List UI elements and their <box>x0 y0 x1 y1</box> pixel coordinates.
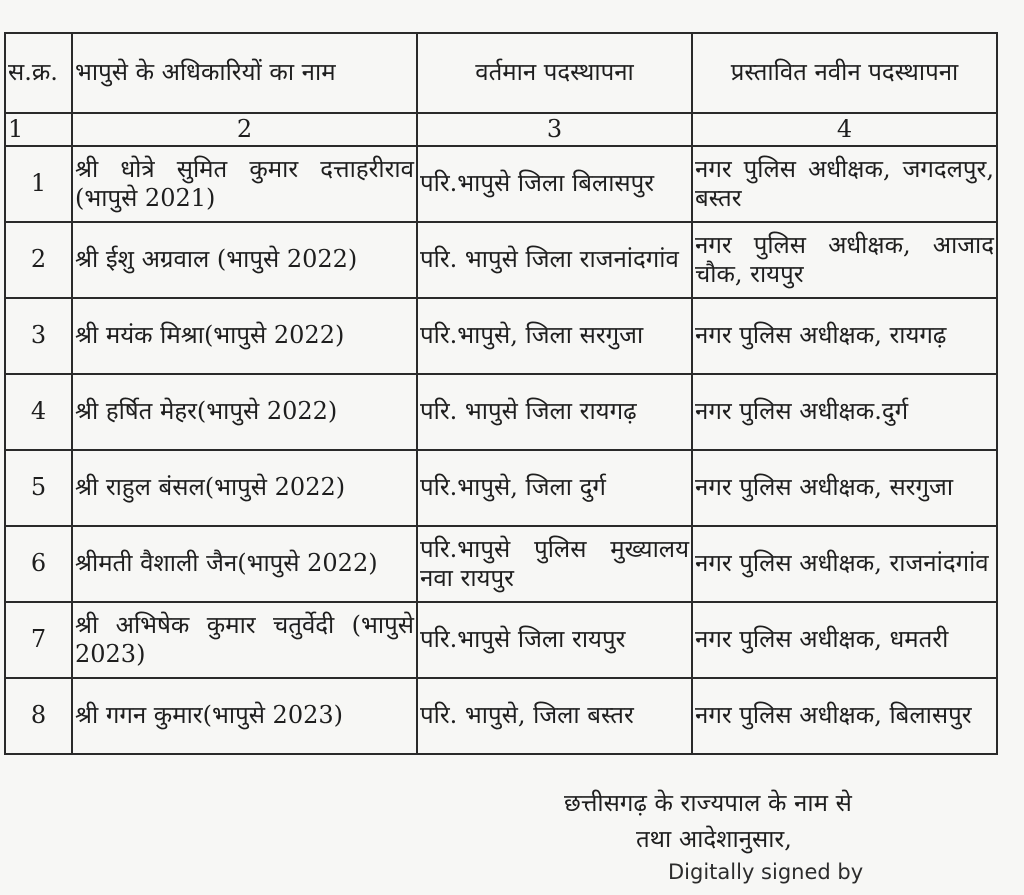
serial-number-cell: 8 <box>5 678 72 754</box>
serial-number-cell: 6 <box>5 526 72 602</box>
current-posting-cell: परि.भापुसे, जिला सरगुजा <box>417 298 692 374</box>
officer-name-cell: श्रीमती वैशाली जैन(भापुसे 2022) <box>72 526 417 602</box>
officer-name-cell: श्री अभिषेक कुमार चतुर्वेदी (भापुसे 2023) <box>72 602 417 678</box>
table-row <box>5 374 997 450</box>
serial-number-cell: 5 <box>5 450 72 526</box>
table-row <box>5 602 997 678</box>
officer-name-cell: श्री हर्षित मेहर(भापुसे 2022) <box>72 374 417 450</box>
table-header-row <box>5 33 997 113</box>
serial-number-cell: 3 <box>5 298 72 374</box>
officer-name-cell: श्री गगन कुमार(भापुसे 2023) <box>72 678 417 754</box>
order-line: तथा आदेशानुसार, <box>636 825 792 853</box>
proposed-posting-cell: नगर पुलिस अधीक्षक, रायगढ़ <box>692 298 997 374</box>
serial-number-cell: 2 <box>5 222 72 298</box>
column-number: 1 <box>5 113 72 146</box>
proposed-posting-cell: नगर पुलिस अधीक्षक, बिलासपुर <box>692 678 997 754</box>
serial-number-cell: 1 <box>5 146 72 222</box>
table-row <box>5 526 997 602</box>
current-posting-cell: परि.भापुसे जिला बिलासपुर <box>417 146 692 222</box>
header-serial: स.क्र. <box>5 33 72 113</box>
header-current-posting: वर्तमान पदस्थापना <box>417 33 692 113</box>
current-posting-cell: परि.भापुसे, जिला दुर्ग <box>417 450 692 526</box>
current-posting-cell: परि. भापुसे, जिला बस्तर <box>417 678 692 754</box>
column-number: 2 <box>72 113 417 146</box>
table-row <box>5 450 997 526</box>
header-proposed-posting: प्रस्तावित नवीन पदस्थापना <box>692 33 997 113</box>
officer-name-cell: श्री ईशु अग्रवाल (भापुसे 2022) <box>72 222 417 298</box>
proposed-posting-cell: नगर पुलिस अधीक्षक, धमतरी <box>692 602 997 678</box>
serial-number-cell: 4 <box>5 374 72 450</box>
proposed-posting-cell: नगर पुलिस अधीक्षक, आजाद चौक, रायपुर <box>692 222 997 298</box>
current-posting-cell: परि.भापुसे जिला रायपुर <box>417 602 692 678</box>
proposed-posting-cell: नगर पुलिस अधीक्षक, राजनांदगांव <box>692 526 997 602</box>
current-posting-cell: परि.भापुसे पुलिस मुख्यालय नवा रायपुर <box>417 526 692 602</box>
transfer-order-table <box>4 32 998 755</box>
column-number-row <box>5 113 997 146</box>
table-row <box>5 222 997 298</box>
table-row <box>5 298 997 374</box>
table-row <box>5 678 997 754</box>
proposed-posting-cell: नगर पुलिस अधीक्षक.दुर्ग <box>692 374 997 450</box>
proposed-posting-cell: नगर पुलिस अधीक्षक, जगदलपुर, बस्तर <box>692 146 997 222</box>
proposed-posting-cell: नगर पुलिस अधीक्षक, सरगुजा <box>692 450 997 526</box>
officer-name-cell: श्री मयंक मिश्रा(भापुसे 2022) <box>72 298 417 374</box>
governor-order-line: छत्तीसगढ़ के राज्यपाल के नाम से <box>564 789 852 817</box>
officer-name-cell: श्री धोत्रे सुमित कुमार दत्ताहरीराव (भापुसे 2021) <box>72 146 417 222</box>
serial-number-cell: 7 <box>5 602 72 678</box>
officer-name-cell: श्री राहुल बंसल(भापुसे 2022) <box>72 450 417 526</box>
column-number: 3 <box>417 113 692 146</box>
digital-signature-label: Digitally signed by <box>668 860 864 884</box>
header-officer-name: भापुसे के अधिकारियों का नाम <box>72 33 417 113</box>
current-posting-cell: परि. भापुसे जिला राजनांदगांव <box>417 222 692 298</box>
table-row <box>5 146 997 222</box>
column-number: 4 <box>692 113 997 146</box>
current-posting-cell: परि. भापुसे जिला रायगढ़ <box>417 374 692 450</box>
